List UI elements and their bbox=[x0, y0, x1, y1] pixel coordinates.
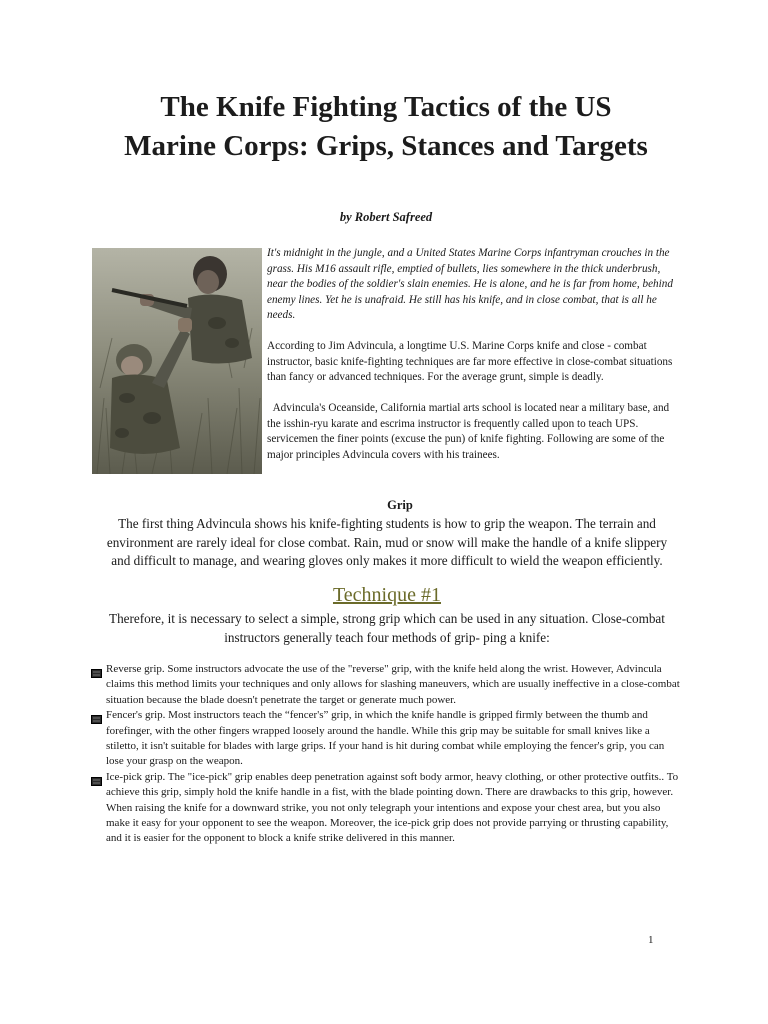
grip-paragraph: The first thing Advincula shows his knife-fighting students is how to grip the weapon. The terrain and environment are rarely ideal for close combat. Rain, mud or snow will make the handle of a knife slippery and difficult to manage, and wearing gloves only makes it more difficult to wield the weapon efficiently. bbox=[106, 516, 668, 569]
byline: by Robert Safreed bbox=[339, 210, 433, 224]
therefore-paragraph: Therefore, it is necessary to select a simple, strong grip which can be used in any situation. Close-combat instructors generally teach four methods of grip- ping a knife: bbox=[109, 611, 665, 645]
list-bullet-icon bbox=[91, 669, 102, 678]
grip-heading: Grip bbox=[387, 498, 413, 512]
grip-methods-list bbox=[90, 662, 680, 847]
list-item-text: Fencer's grip. Most instructors teach the “fencer's” grip, in which the knife handle is gripped firmly between the thumb and forefinger, with the other fingers wrapped loosely around the handle. While this grip may be suitable for small knives like a stiletto, it isn't suitable for blades with large grips. If your hand is hit during combat while employing the fencer's grip, you can lose your grasp on the weapon. bbox=[106, 709, 665, 768]
page-number: 1 bbox=[648, 934, 654, 946]
list-item bbox=[90, 770, 680, 847]
soldiers-photo bbox=[92, 248, 262, 474]
body-paragraph-2: Advincula's Oceanside, California martial arts school is located near a military base, and the isshin-ryu karate and escrima instructor is frequently called upon to teach UPS. servicemen the finer points (excuse the pun) of knife fighting. Following are some of the major principles Advincula covers with his trainees. bbox=[267, 402, 672, 461]
list-item bbox=[90, 708, 680, 770]
technique-link[interactable]: Technique #1 bbox=[332, 584, 441, 606]
body-paragraph-1: According to Jim Advincula, a longtime U.S. Marine Corps knife and close - combat instructor, basic knife-fighting techniques are far more effective in close-combat situations than fancy or advanced techniques. For the average grunt, simple is deadly. bbox=[267, 340, 673, 384]
list-bullet-icon bbox=[91, 777, 102, 786]
list-item-text: Reverse grip. Some instructors advocate the use of the "reverse" grip, with the knife held along the wrist. However, Advincula claims this method limits your techniques and only allows for slashing maneuvers, which are usually ineffective in a close-combat situation because the blade doesn't penetrate the target or generate much power. bbox=[106, 663, 680, 706]
document-title: The Knife Fighting Tactics of the US Marine Corps: Grips, Stances and Targets bbox=[124, 91, 648, 162]
list-bullet-icon bbox=[91, 715, 102, 724]
intro-paragraph: It's midnight in the jungle, and a United States Marine Corps infantryman crouches in the grass. His M16 assault rifle, emptied of bullets, lies somewhere in the thick underbrush, near the bodies of the soldier's slain enemies. He is alone, and he is far from home, behind enemy lines. Yet he is unafraid. He still has his knife, and in close combat, that is all he needs. bbox=[267, 247, 673, 322]
list-item bbox=[90, 662, 680, 708]
list-item-text: Ice-pick grip. The "ice-pick" grip enables deep penetration against soft body armor, heavy clothing, or other protective outfits.. To achieve this grip, simply hold the knife handle in a fist, with the blade pointing down. There are drawbacks to this grip, however. When raising the knife for a downward strike, you not only telegraph your intentions and expose your chest area, but you also make it easy for your opponent to see the weapon. Moreover, the ice-pick grip does not provide parrying or thrusting capability, and it is easier for the opponent to block a knife strike delivered in this manner. bbox=[106, 770, 679, 845]
